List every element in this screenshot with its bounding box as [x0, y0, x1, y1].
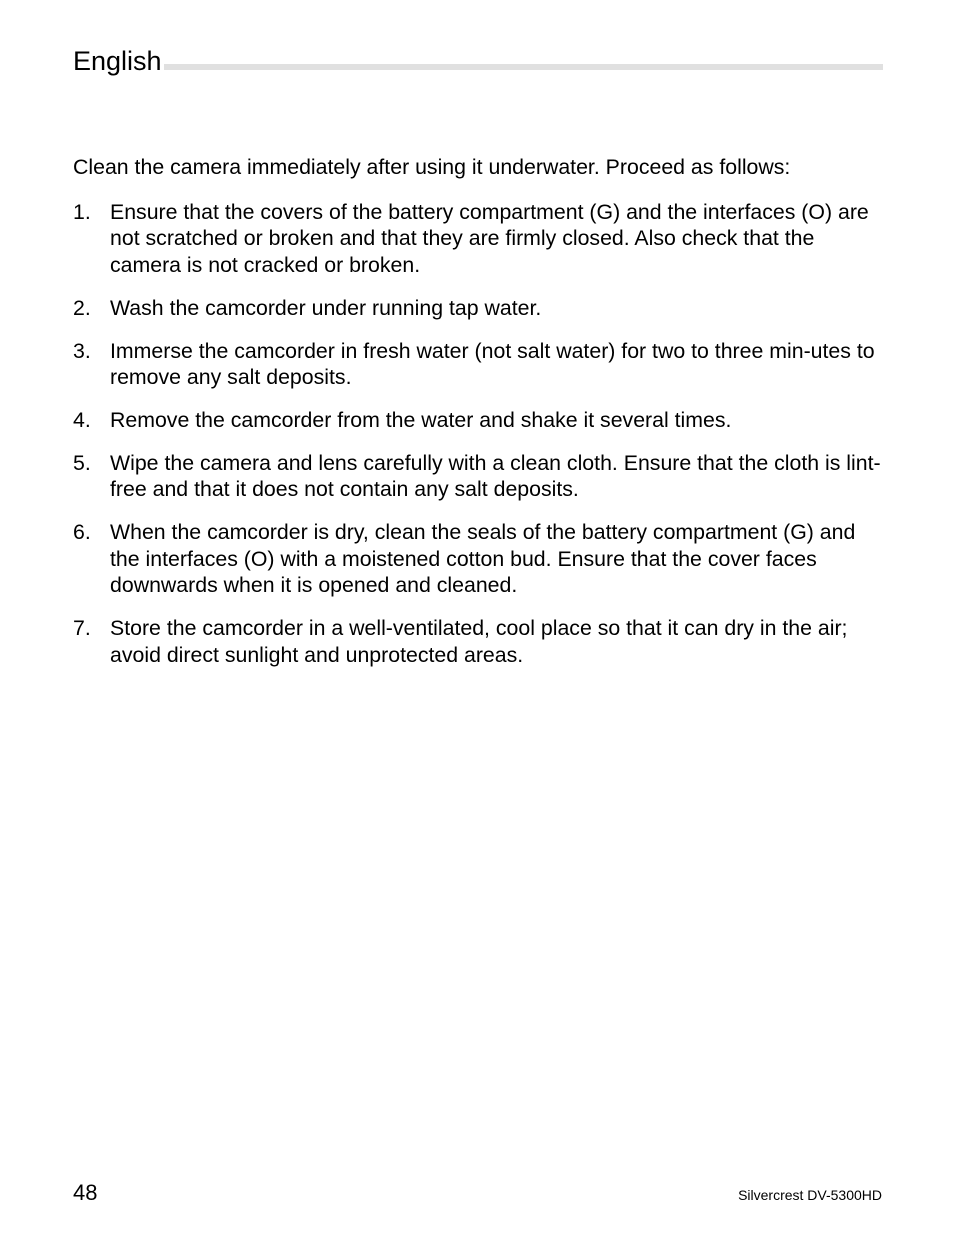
- step-number: 6.: [73, 520, 91, 545]
- step-text: When the camcorder is dry, clean the seals of the battery compartment (G) and the interfaces (O) with a moistened cotton bud. Ensure that the cover faces downwards when it is opened and cleaned.: [110, 520, 856, 598]
- page-title: English: [73, 46, 162, 76]
- step-number: 1.: [73, 199, 91, 224]
- step-number: 4.: [73, 407, 91, 432]
- footer-product-name: Silvercrest DV-5300HD: [738, 1187, 882, 1203]
- intro-paragraph: Clean the camera immediately after using it underwater. Proceed as follows:: [73, 155, 791, 179]
- step-text: Wash the camcorder under running tap water.: [110, 295, 542, 320]
- step-text: Wipe the camera and lens carefully with a clean cloth. Ensure that the cloth is lint-free and that it does not contain any salt deposits.: [110, 450, 881, 502]
- list-item: [73, 295, 885, 322]
- steps-list: [73, 199, 885, 669]
- list-item: [73, 615, 885, 668]
- list-item: [73, 519, 885, 599]
- step-number: 2.: [73, 295, 91, 320]
- step-text: Store the camcorder in a well-ventilated, cool place so that it can dry in the air; avoid direct sunlight and unprotected areas.: [110, 616, 848, 667]
- step-text: Immerse the camcorder in fresh water (not salt water) for two to three min-utes to remove any salt deposits.: [110, 338, 875, 390]
- page-header: [73, 44, 883, 78]
- list-item: [73, 199, 885, 279]
- list-item: [73, 338, 885, 391]
- step-text: Ensure that the covers of the battery compartment (G) and the interfaces (O) are not scratched or broken and that they are firmly closed. Also check that the camera is not cracked or broken.: [110, 199, 869, 278]
- list-item: [73, 407, 885, 434]
- step-number: 7.: [73, 616, 91, 641]
- list-item: [73, 450, 885, 503]
- step-text: Remove the camcorder from the water and shake it several times.: [110, 407, 732, 432]
- step-number: 3.: [73, 338, 91, 363]
- header-rule: [73, 64, 883, 70]
- page-number: 48: [73, 1180, 98, 1205]
- step-number: 5.: [73, 450, 91, 475]
- main-content: [73, 154, 885, 685]
